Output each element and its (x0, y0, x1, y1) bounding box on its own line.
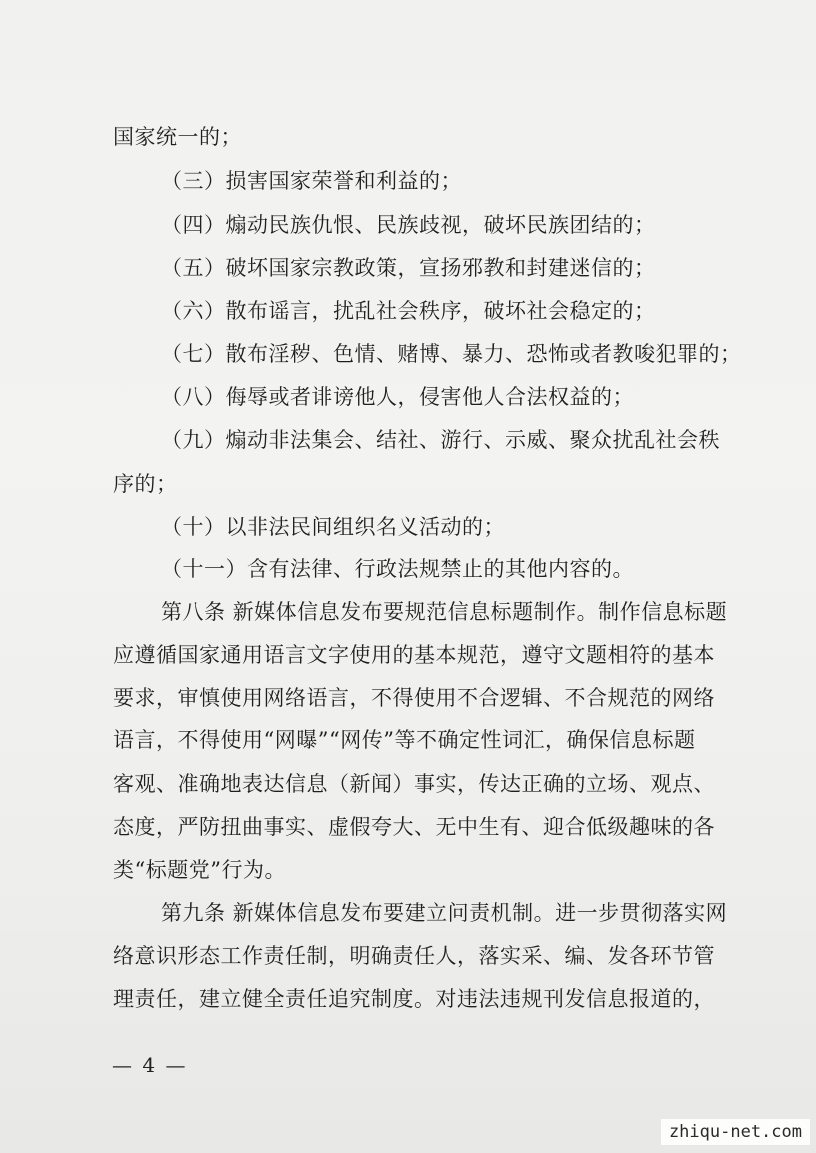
article-8-heading-line: 第八条 新媒体信息发布要规范信息标题制作。制作信息标题 (161, 600, 728, 624)
text-line: 态度，严防扭曲事实、虚假夸大、无中生有、迎合低级趣味的各 (113, 815, 715, 839)
text-line: 语言，不得使用“网曝”“网传”等不确定性词汇，确保信息标题 (113, 728, 696, 752)
text-line: （五）破坏国家宗教政策，宣扬邪教和封建迷信的； (161, 256, 656, 280)
page-number: — 4 — (112, 1053, 188, 1077)
text-line: 理责任，建立健全责任追究制度。对违法违规刊发信息报道的， (113, 987, 715, 1011)
text-line: 国家统一的； (113, 125, 242, 149)
text-line: （八）侮辱或者诽谤他人，侵害他人合法权益的； (161, 385, 634, 409)
text-line: （九）煽动非法集会、结社、游行、示威、聚众扰乱社会秩 (161, 428, 720, 452)
text-line: 应遵循国家通用语言文字使用的基本规范，遵守文题相符的基本 (113, 643, 715, 667)
text-line: （三）损害国家荣誉和利益的； (161, 169, 462, 193)
article-9-heading-line: 第九条 新媒体信息发布要建立问责机制。进一步贯彻落实网 (161, 901, 728, 925)
text-line: 类“标题党”行为。 (113, 858, 286, 882)
watermark: zhiqu-net.com (661, 1119, 810, 1145)
text-line: 络意识形态工作责任制，明确责任人，落实采、编、发各环节管 (113, 944, 715, 968)
text-line: （十）以非法民间组织名义活动的； (161, 515, 505, 539)
text-line: （七）散布淫秽、色情、赌博、暴力、恐怖或者教唆犯罪的； (161, 342, 742, 366)
text-line: 序的； (113, 472, 178, 496)
text-line: 要求，审慎使用网络语言，不得使用不合逻辑、不合规范的网络 (113, 686, 715, 710)
text-line: （四）煽动民族仇恨、民族歧视，破坏民族团结的； (161, 213, 656, 237)
text-line: （六）散布谣言，扰乱社会秩序，破坏社会稳定的； (161, 299, 656, 323)
text-line: 客观、准确地表达信息（新闻）事实，传达正确的立场、观点、 (113, 772, 715, 796)
text-line: （十一）含有法律、行政法规禁止的其他内容的。 (161, 557, 634, 581)
